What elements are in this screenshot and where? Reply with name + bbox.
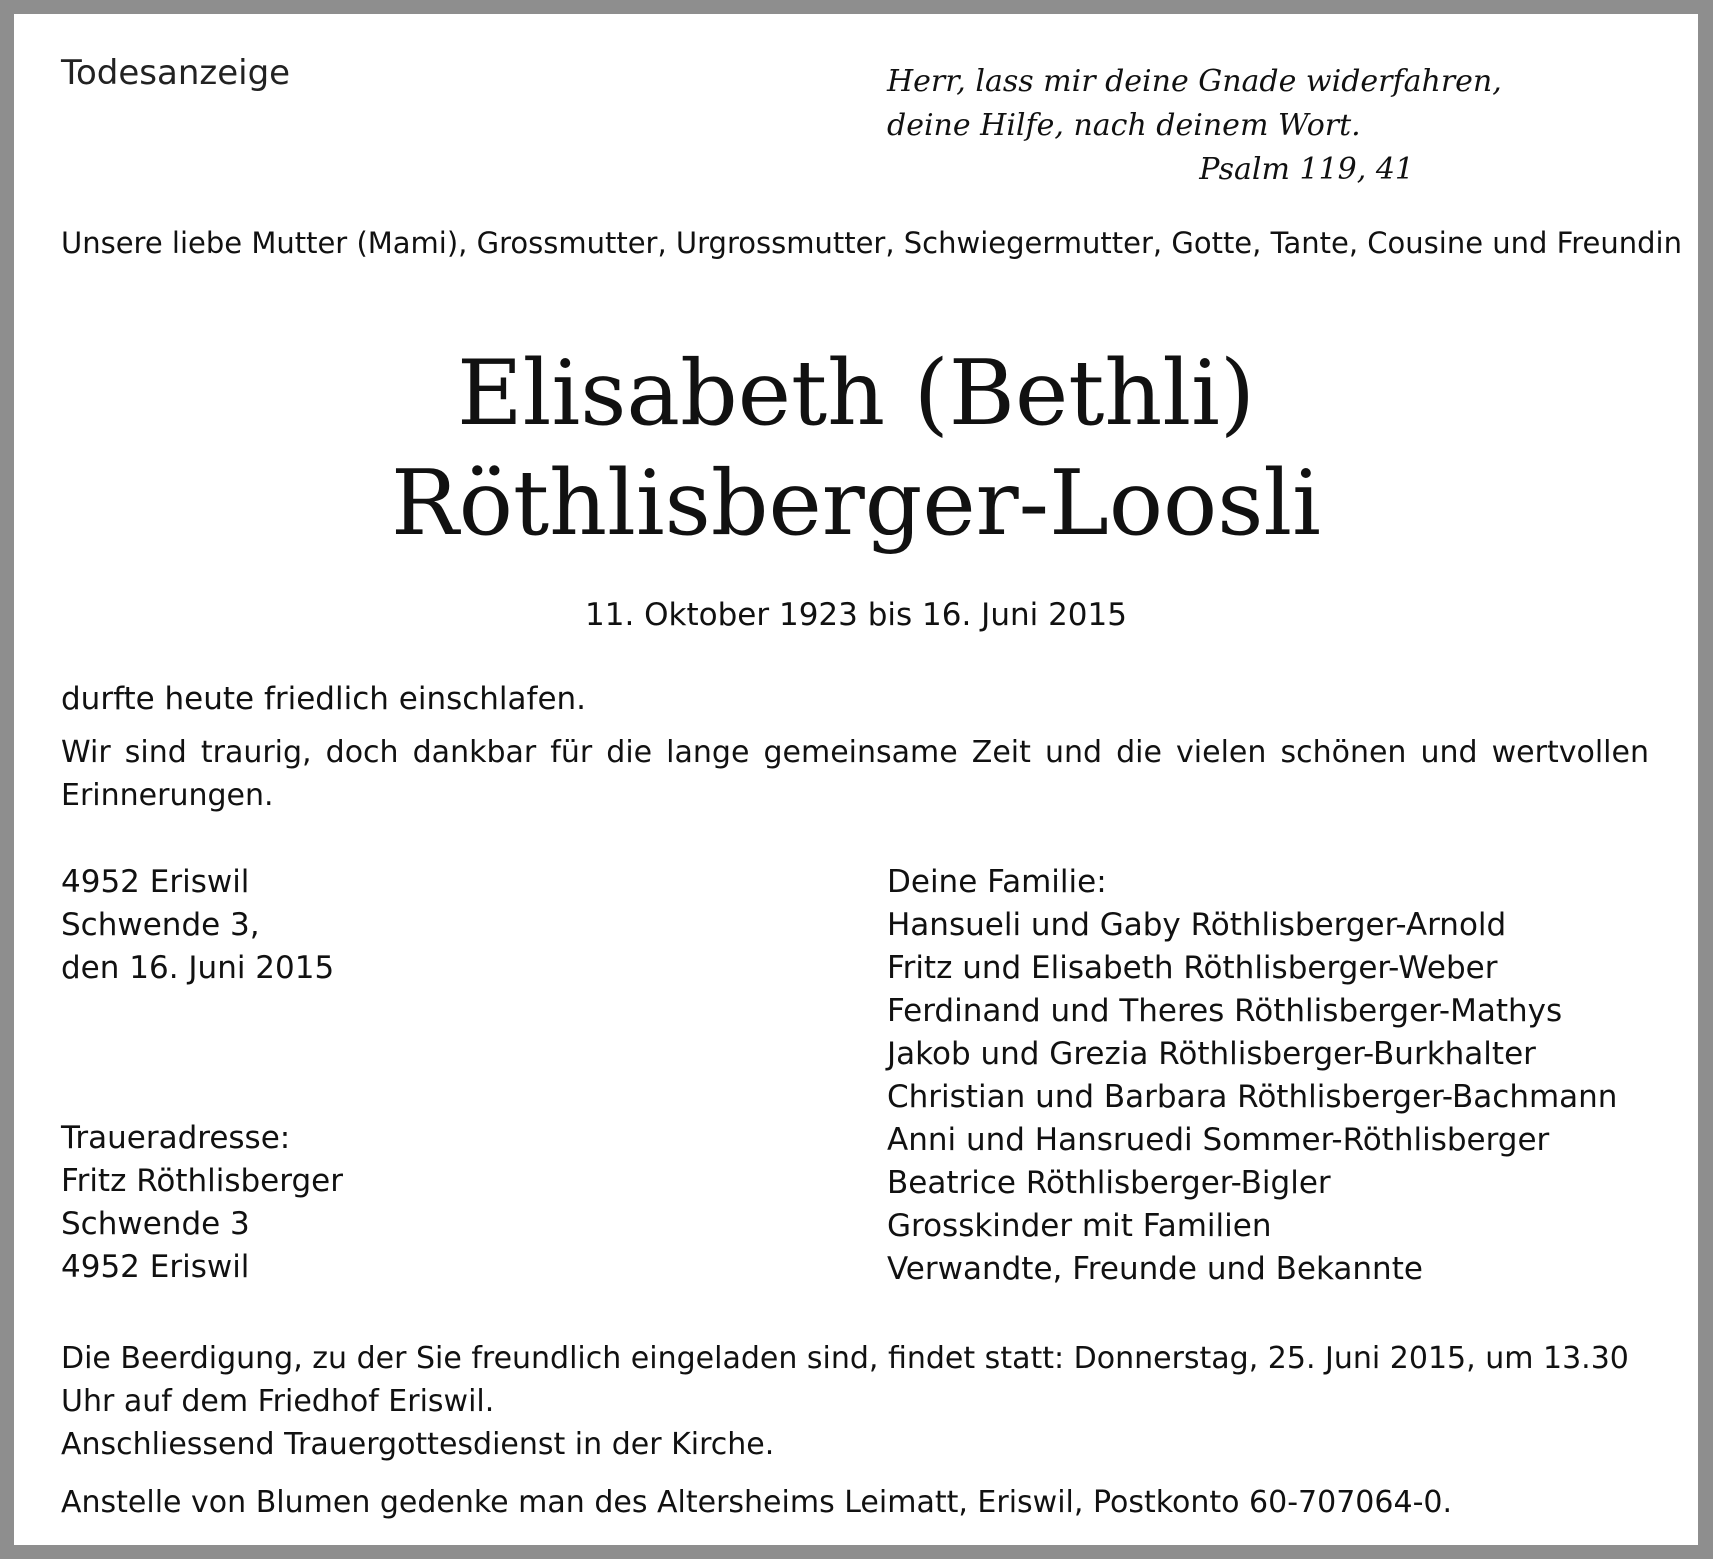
family-member: Jakob und Grezia Röthlisberger-Burkhalter xyxy=(887,1036,1536,1072)
family-block xyxy=(887,861,1617,1291)
mourning-address-name: Fritz Röthlisberger xyxy=(61,1163,343,1199)
family-member: Ferdinand und Theres Röthlisberger-Mathys xyxy=(887,993,1563,1029)
mourning-address-label: Traueradresse: xyxy=(61,1120,291,1156)
deceased-name-line-1: Elisabeth (Bethli) xyxy=(456,341,1256,446)
location-line-1: 4952 Eriswil xyxy=(61,864,250,900)
family-member: Fritz und Elisabeth Röthlisberger-Weber xyxy=(887,950,1498,986)
family-member: Christian und Barbara Röthlisberger-Bachmann xyxy=(887,1079,1618,1115)
family-member: Grosskinder mit Familien xyxy=(887,1208,1272,1244)
psalm-verse xyxy=(887,60,1502,148)
verse-line-2: deine Hilfe, nach deinem Wort. xyxy=(887,108,1361,143)
body-line-2: Wir sind traurig, doch dankbar für die lange gemeinsame Zeit und die vielen schönen und wertvollen Erinnerungen. xyxy=(61,735,1649,813)
obituary-notice xyxy=(14,14,1698,1545)
family-member: Hansueli und Gaby Röthlisberger-Arnold xyxy=(887,907,1507,943)
location-line-3: den 16. Juni 2015 xyxy=(61,950,335,986)
verse-reference: Psalm 119, 41 xyxy=(1199,152,1414,187)
family-member: Anni und Hansruedi Sommer-Röthlisberger xyxy=(887,1122,1550,1158)
mourning-address-block xyxy=(61,1117,343,1289)
deceased-name-line-2: Röthlisberger-Loosli xyxy=(391,451,1321,556)
body-line-1: durfte heute friedlich einschlafen. xyxy=(61,681,587,717)
notice-title: Todesanzeige xyxy=(61,53,291,93)
family-member: Verwandte, Freunde und Bekannte xyxy=(887,1251,1423,1287)
intro-text: Unsere liebe Mutter (Mami), Grossmutter, Urgrossmutter, Schwiegermutter, Gotte, Tante, Cousine und Freundin xyxy=(61,226,1682,260)
verse-line-1: Herr, lass mir deine Gnade widerfahren, xyxy=(887,64,1502,99)
family-member: Beatrice Röthlisberger-Bigler xyxy=(887,1165,1331,1201)
mourning-address-city: 4952 Eriswil xyxy=(61,1249,250,1285)
funeral-text: Die Beerdigung, zu der Sie freundlich eingeladen sind, findet statt: Donnerstag, 25. Juni 2015, um 13.30 Uhr auf dem Friedhof Eriswil. xyxy=(61,1341,1629,1419)
family-label: Deine Familie: xyxy=(887,864,1107,900)
life-dates: 11. Oktober 1923 bis 16. Juni 2015 xyxy=(585,597,1127,633)
service-text: Anschliessend Trauergottesdienst in der Kirche. xyxy=(61,1427,775,1462)
mourning-address-street: Schwende 3 xyxy=(61,1206,250,1242)
donation-text: Anstelle von Blumen gedenke man des Altersheims Leimatt, Eriswil, Postkonto 60-707064-0. xyxy=(61,1485,1453,1520)
location-line-2: Schwende 3, xyxy=(61,907,260,943)
location-block xyxy=(61,861,334,990)
